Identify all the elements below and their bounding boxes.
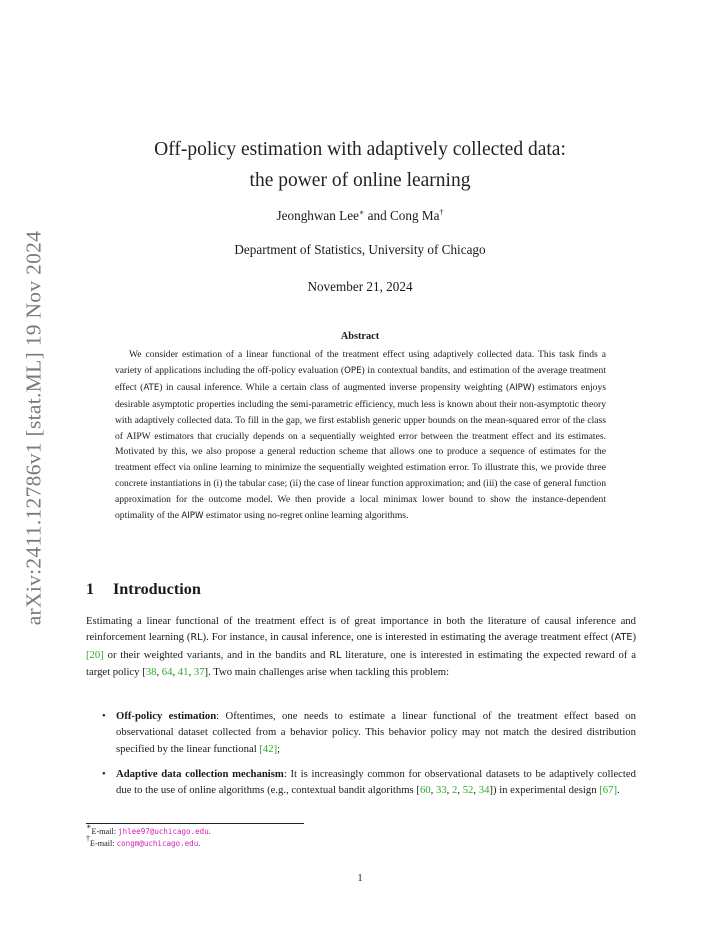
author-list: [110, 208, 610, 224]
list-item-text: ]) in experimental design: [489, 784, 600, 797]
affiliation: Department of Statistics, University of Chicago: [234, 242, 486, 257]
citation-link[interactable]: 52: [462, 784, 474, 797]
body-text: Estimating a linear functional of the treatment effect is of great importance in both the literature of causal inference and reinforcement learning (: [86, 615, 636, 644]
acronym: AIPW: [181, 511, 204, 522]
list-item: [100, 766, 636, 799]
footnote-mark[interactable]: †: [439, 208, 444, 217]
body-text: ). For instance, in causal inference, one is interested in estimating the average treatment effect (: [202, 631, 615, 644]
citation-link[interactable]: 41: [177, 665, 189, 678]
citation-separator: ,: [188, 665, 194, 678]
citation-link[interactable]: 64: [161, 665, 173, 678]
publication-date: November 21, 2024: [307, 279, 413, 294]
list-item-text: : Oftentimes, one needs to estimate a linear functional of the treatment effect based on observational dataset collected from a behavior policy. This behavior policy may not match the desired distribution specified by the linear functional: [116, 710, 636, 755]
list-item: [100, 708, 636, 757]
abstract-text: We consider estimation of a linear functional of the treatment effect using adaptively collected data. This task finds a variety of applications including the off-policy evaluation (: [115, 349, 606, 376]
acronym: AIPW: [509, 382, 532, 393]
footnote-punct: .: [198, 838, 201, 848]
body-text: ]. Two main challenges arise when tackling this problem:: [204, 665, 450, 678]
footnote-mark: ∗: [86, 822, 92, 831]
citation-link[interactable]: 34: [478, 784, 490, 797]
intro-paragraph: [86, 613, 636, 680]
title-line-2: the power of online learning: [249, 170, 471, 191]
list-item-text: : It is increasingly common for observational datasets to be adaptively collected due to the use of online algorithms (e.g., contextual bandit algorithms [: [116, 767, 636, 797]
list-item-text: ;: [277, 742, 281, 755]
footnote: [86, 822, 211, 838]
bullet-icon: •: [102, 710, 106, 722]
citation-link[interactable]: [42]: [259, 742, 278, 755]
title-line-1: Off-policy estimation with adaptively collected data:: [154, 139, 566, 160]
arxiv-identifier-sidebar: [16, 208, 52, 648]
section-title: Introduction: [113, 580, 201, 598]
author-name: Cong Ma: [390, 208, 440, 223]
citation-link[interactable]: [67]: [599, 784, 618, 797]
footnote-label: E-mail:: [90, 838, 117, 848]
citation-link[interactable]: 38: [145, 665, 157, 678]
citation-link[interactable]: 60: [419, 784, 431, 797]
citation-link[interactable]: 37: [193, 665, 205, 678]
acronym: RL: [329, 649, 342, 661]
footnote-mark[interactable]: ∗: [358, 208, 365, 217]
acronym: ATE: [614, 632, 633, 644]
bullet-icon: •: [102, 767, 106, 780]
abstract-text: ) in contextual bandits, and estimation of the average treatment effect (: [115, 364, 606, 393]
page-number: 1: [357, 873, 363, 884]
section-number: 1: [86, 580, 95, 598]
citation-separator: ,: [430, 784, 436, 797]
abstract-text: estimator using no-regret online learning algorithms.: [203, 510, 409, 522]
paper-title: [110, 134, 610, 196]
list-item-heading: Off-policy estimation: [116, 710, 217, 722]
email-link[interactable]: jhlee97@uchicago.edu: [118, 827, 209, 836]
abstract-text: ) estimators enjoys desirable asymptotic properties including the semi-parametric efficiency, much less is known about their non-asymptotic theory with adaptively collected data. To fill in the gap, we first establish generic upper bounds on the mean-squared error of the class of AIPW estimators that crucially depends on a sequentially weighted error between the treatment effect and its estimates. Motivated by this, we also propose a general reduction scheme that allows one to produce a sequence of estimates for the treatment effect via online learning to minimize the sequentially weighted estimation error. To illustrate this, we provide three concrete instantiations in (i) the tabular case; (ii) the case of linear function approximation; and (iii) the case of general function approximation for the outcome model. We then provide a local minimax lower bound to show the instance-dependent optimality of the: [115, 381, 607, 522]
footnote-mark: †: [86, 833, 90, 843]
citation-separator: ,: [156, 665, 162, 678]
footnotes: [86, 822, 211, 849]
body-text: literature, one is interested in estimating the expected reward of a target policy [: [86, 648, 636, 678]
citation-separator: ,: [446, 784, 452, 797]
abstract-body: [115, 347, 606, 525]
acronym: OPE: [344, 365, 362, 376]
acronym: ATE: [143, 382, 160, 393]
citation-link[interactable]: 33: [435, 784, 447, 797]
body-text: ): [632, 631, 636, 644]
abstract-text: ) in causal inference. While a certain class of augmented inverse propensity weighting (: [159, 381, 510, 393]
citation-link[interactable]: [20]: [86, 648, 104, 661]
author-name: Jeonghwan Lee: [276, 208, 359, 223]
acronym: RL: [190, 632, 203, 644]
email-link[interactable]: congm@uchicago.edu: [116, 838, 199, 848]
citation-separator: ,: [457, 784, 463, 797]
footnote-divider: [86, 823, 304, 824]
arxiv-identifier: arXiv:2411.12786v1 [stat.ML] 19 Nov 2024: [21, 230, 46, 626]
footnote-label: E-mail:: [91, 827, 119, 836]
author-separator: and: [364, 208, 390, 223]
citation-link[interactable]: 2: [452, 784, 458, 797]
footnote-punct: .: [208, 827, 211, 836]
footnote: [86, 833, 211, 850]
body-text: or their weighted variants, and in the bandits and: [103, 648, 330, 661]
list-item-heading: Adaptive data collection mechanism: [116, 767, 284, 780]
section-heading: [86, 580, 201, 599]
abstract-heading: Abstract: [340, 331, 380, 342]
list-item-text: .: [617, 784, 620, 797]
citation-separator: ,: [473, 784, 479, 797]
challenge-list: [100, 708, 636, 807]
citation-separator: ,: [172, 665, 178, 678]
